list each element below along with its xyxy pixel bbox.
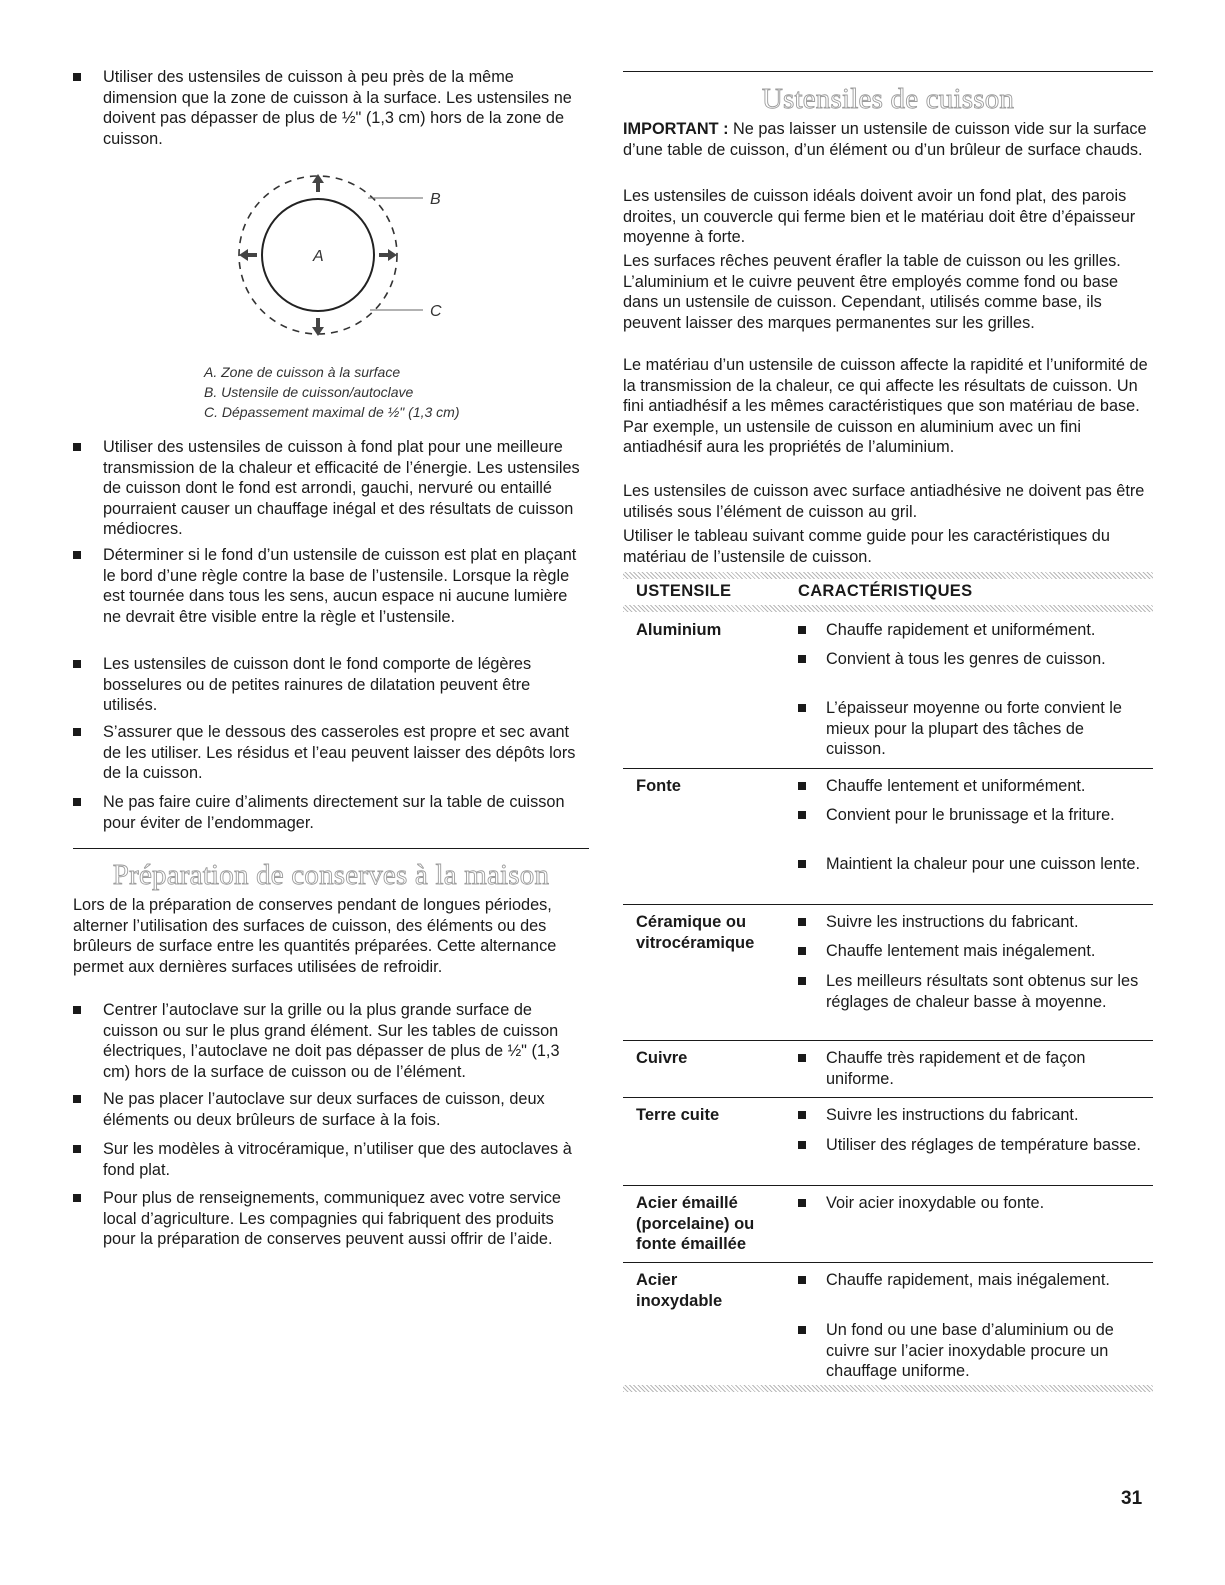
characteristic-item <box>798 776 1143 797</box>
bullet-icon <box>798 1054 806 1062</box>
material-name: Cuivre <box>636 1049 688 1067</box>
row-separator <box>623 1097 1153 1098</box>
characteristic-text: Un fond ou une base d’aluminium ou de cuivre sur l’acier inoxydable procure un chauffage uniforme. <box>826 1321 1114 1380</box>
caption-line: C. Dépassement maximal de ½" (1,3 cm) <box>204 404 460 420</box>
bullet-icon <box>798 860 806 868</box>
material-name: Acier émaillé (porcelaine) ou fonte émaillée <box>636 1194 755 1253</box>
characteristic-item <box>798 941 1143 962</box>
paragraph: Les ustensiles de cuisson idéals doivent avoir un fond plat, des parois droites, un couvercle qui ferme bien et le matériau doit être d’épaisseur moyenne à forte. <box>623 187 1136 246</box>
list-item <box>73 792 589 833</box>
bullet-icon <box>73 1095 81 1103</box>
caption-line: B. Ustensile de cuisson/autoclave <box>204 384 414 400</box>
characteristic-item <box>798 854 1143 875</box>
characteristic-text: L’épaisseur moyenne ou forte convient le mieux pour la plupart des tâches de cuisson. <box>826 699 1122 758</box>
characteristic-item <box>798 1135 1143 1156</box>
list-item <box>73 1000 589 1082</box>
page-number: 31 <box>1121 1488 1143 1509</box>
characteristic-text: Voir acier inoxydable ou fonte. <box>826 1194 1045 1212</box>
characteristic-text: Utiliser des réglages de température basse. <box>826 1136 1141 1154</box>
bullet-icon <box>73 551 81 559</box>
table-header-border <box>623 605 1153 612</box>
characteristic-text: Chauffe rapidement, mais inégalement. <box>826 1271 1110 1289</box>
bullet-icon <box>798 1276 806 1284</box>
bullet-icon <box>73 1194 81 1202</box>
list-item-text: S’assurer que le dessous des casseroles est propre et sec avant de les utiliser. Les résidus et l’eau peuvent laisser des dépôts lors de la cuisson. <box>103 723 576 782</box>
bullet-icon <box>798 918 806 926</box>
row-separator <box>623 768 1153 769</box>
bullet-icon <box>798 626 806 634</box>
characteristic-item <box>798 1193 1143 1214</box>
characteristic-text: Convient pour le brunissage et la friture. <box>826 806 1115 824</box>
characteristic-text: Maintient la chaleur pour une cuisson lente. <box>826 855 1141 873</box>
row-separator <box>623 1262 1153 1263</box>
list-item <box>73 1139 589 1180</box>
list-item <box>73 545 589 627</box>
characteristic-text: Les meilleurs résultats sont obtenus sur les réglages de chaleur basse à moyenne. <box>826 972 1139 1011</box>
list-item-text: Utiliser des ustensiles de cuisson à peu près de la même dimension que la zone de cuisson à la surface. Les ustensiles ne doivent pas dépasser de plus de ½" (1,3 cm) hors de la zone de cuisson. <box>103 68 572 148</box>
characteristic-text: Chauffe lentement mais inégalement. <box>826 942 1096 960</box>
list-item-text: Ne pas faire cuire d’aliments directement sur la table de cuisson pour éviter de l’endommager. <box>103 793 565 832</box>
characteristic-text: Convient à tous les genres de cuisson. <box>826 650 1106 668</box>
bullet-icon <box>798 1326 806 1334</box>
characteristic-text: Suivre les instructions du fabricant. <box>826 1106 1079 1124</box>
list-item <box>73 1188 589 1250</box>
paragraph: Le matériau d’un ustensile de cuisson affecte la rapidité et l’uniformité de la transmission de la chaleur, ce qui affecte les résultats de cuisson. Un fini antiadhésif a les mêmes caractéristiques que son matériau de base. Par exemple, un ustensile de cuisson en aluminium avec un fini antiadhésif aura les propriétés de l’aluminium. <box>623 356 1148 456</box>
bullet-icon <box>798 704 806 712</box>
paragraph: Les ustensiles de cuisson avec surface antiadhésive ne doivent pas être utilisés sous l’élément de cuisson au gril. <box>623 482 1145 521</box>
bullet-icon <box>798 977 806 985</box>
important-text: Ne pas laisser un ustensile de cuisson vide sur la surface d’une table de cuisson, d’un élément ou d’un brûleur de surface chauds. <box>623 120 1147 159</box>
table-top-border <box>623 572 1153 579</box>
characteristic-item <box>798 912 1143 933</box>
list-item <box>73 437 589 540</box>
caption-line: A. Zone de cuisson à la surface <box>204 364 401 380</box>
cookware-size-diagram <box>218 170 448 350</box>
list-item-text: Pour plus de renseignements, communiquez avec votre service local d’agriculture. Les compagnies qui fabriquent des produits pour la préparation de conserves peuvent aussi offrir de l’aide. <box>103 1189 561 1248</box>
characteristic-text: Chauffe lentement et uniformément. <box>826 777 1086 795</box>
bullet-icon <box>798 811 806 819</box>
label-a: A <box>313 248 324 265</box>
bullet-icon <box>73 73 81 81</box>
bullet-icon <box>798 1141 806 1149</box>
list-item-text: Déterminer si le fond d’un ustensile de cuisson est plat en plaçant le bord d’une règle contre la base de l’ustensile. Lorsque la règle est tournée dans tous les sens, aucun espace ni aucune lumière ne devrait être visible entre la règle et l’ustensile. <box>103 546 577 626</box>
characteristic-item <box>798 971 1143 1012</box>
bullet-icon <box>73 1145 81 1153</box>
list-item <box>73 654 589 716</box>
bullet-icon <box>798 1111 806 1119</box>
characteristic-item <box>798 698 1143 760</box>
column-header: USTENSILE <box>636 582 732 600</box>
list-item-text: Utiliser des ustensiles de cuisson à fond plat pour une meilleure transmission de la chaleur et efficacité de l’énergie. Les ustensiles de cuisson dont le fond est arrondi, gauchi, nervuré ou entaillé pourraient causer un chauffage inégal et des résultats de cuisson médiocres. <box>103 438 580 538</box>
material-name: Terre cuite <box>636 1106 720 1124</box>
characteristic-item <box>798 805 1143 826</box>
characteristic-item <box>798 1270 1143 1291</box>
table-bottom-border <box>623 1385 1153 1392</box>
important-note <box>623 119 1153 160</box>
paragraph: Utiliser le tableau suivant comme guide pour les caractéristiques du matériau de l’ustensile de cuisson. <box>623 527 1110 566</box>
bullet-icon <box>73 443 81 451</box>
material-name: Acier inoxydable <box>636 1271 723 1310</box>
section-divider <box>73 848 589 849</box>
bullet-icon <box>73 798 81 806</box>
row-separator <box>623 1185 1153 1186</box>
characteristic-text: Chauffe rapidement et uniformément. <box>826 621 1096 639</box>
material-name: Fonte <box>636 777 681 795</box>
characteristic-item <box>798 1105 1143 1126</box>
characteristic-item <box>798 1320 1143 1382</box>
characteristic-item <box>798 1048 1143 1089</box>
list-item-text: Sur les modèles à vitrocéramique, n’utiliser que des autoclaves à fond plat. <box>103 1140 572 1179</box>
column-header: CARACTÉRISTIQUES <box>798 582 973 600</box>
section-title: Ustensiles de cuisson <box>761 83 1015 115</box>
bullet-icon <box>798 655 806 663</box>
list-item <box>73 67 589 149</box>
bullet-icon <box>798 947 806 955</box>
row-separator <box>623 904 1153 905</box>
material-name: Aluminium <box>636 621 722 639</box>
characteristic-item <box>798 649 1143 670</box>
list-item-text: Ne pas placer l’autoclave sur deux surfaces de cuisson, deux éléments ou deux brûleurs de surface à la fois. <box>103 1090 545 1129</box>
section-divider <box>623 71 1153 72</box>
bullet-icon <box>73 728 81 736</box>
list-item <box>73 722 589 784</box>
label-c: C <box>430 303 442 320</box>
material-name: Céramique ou vitrocéramique <box>636 913 755 952</box>
bullet-icon <box>798 1199 806 1207</box>
bullet-icon <box>73 660 81 668</box>
list-item <box>73 1089 589 1130</box>
section-intro: Lors de la préparation de conserves pendant de longues périodes, alterner l’utilisation des surfaces de cuisson, des éléments ou des brûleurs de surface entre les quantités préparées. Cette alternance permet aux dernières surfaces utilisées de refroidir. <box>73 896 557 976</box>
characteristic-text: Suivre les instructions du fabricant. <box>826 913 1079 931</box>
list-item-text: Les ustensiles de cuisson dont le fond comporte de légères bosselures ou de petites rainures de dilatation peuvent être utilisés. <box>103 655 532 714</box>
paragraph: Les surfaces rêches peuvent érafler la table de cuisson ou les grilles. L’aluminium et le cuivre peuvent être employés comme fond ou base dans un ustensile de cuisson. Cependant, utilisés comme base, ils peuvent laisser des marques permanentes sur les grilles. <box>623 252 1121 332</box>
section-title: Préparation de conserves à la maison <box>112 859 550 891</box>
bullet-icon <box>798 782 806 790</box>
important-label: IMPORTANT : <box>623 120 729 138</box>
characteristic-item <box>798 620 1143 641</box>
label-b: B <box>430 191 441 208</box>
row-separator <box>623 1040 1153 1041</box>
bullet-icon <box>73 1006 81 1014</box>
characteristic-text: Chauffe très rapidement et de façon uniforme. <box>826 1049 1086 1088</box>
list-item-text: Centrer l’autoclave sur la grille ou la plus grande surface de cuisson ou sur le plus grand élément. Sur les tables de cuisson électriques, l’autoclave ne doit pas dépasser de plus de ½" (1,3 cm) hors de la surface de cuisson ou de l’élément. <box>103 1001 560 1081</box>
figure-caption <box>204 362 460 422</box>
